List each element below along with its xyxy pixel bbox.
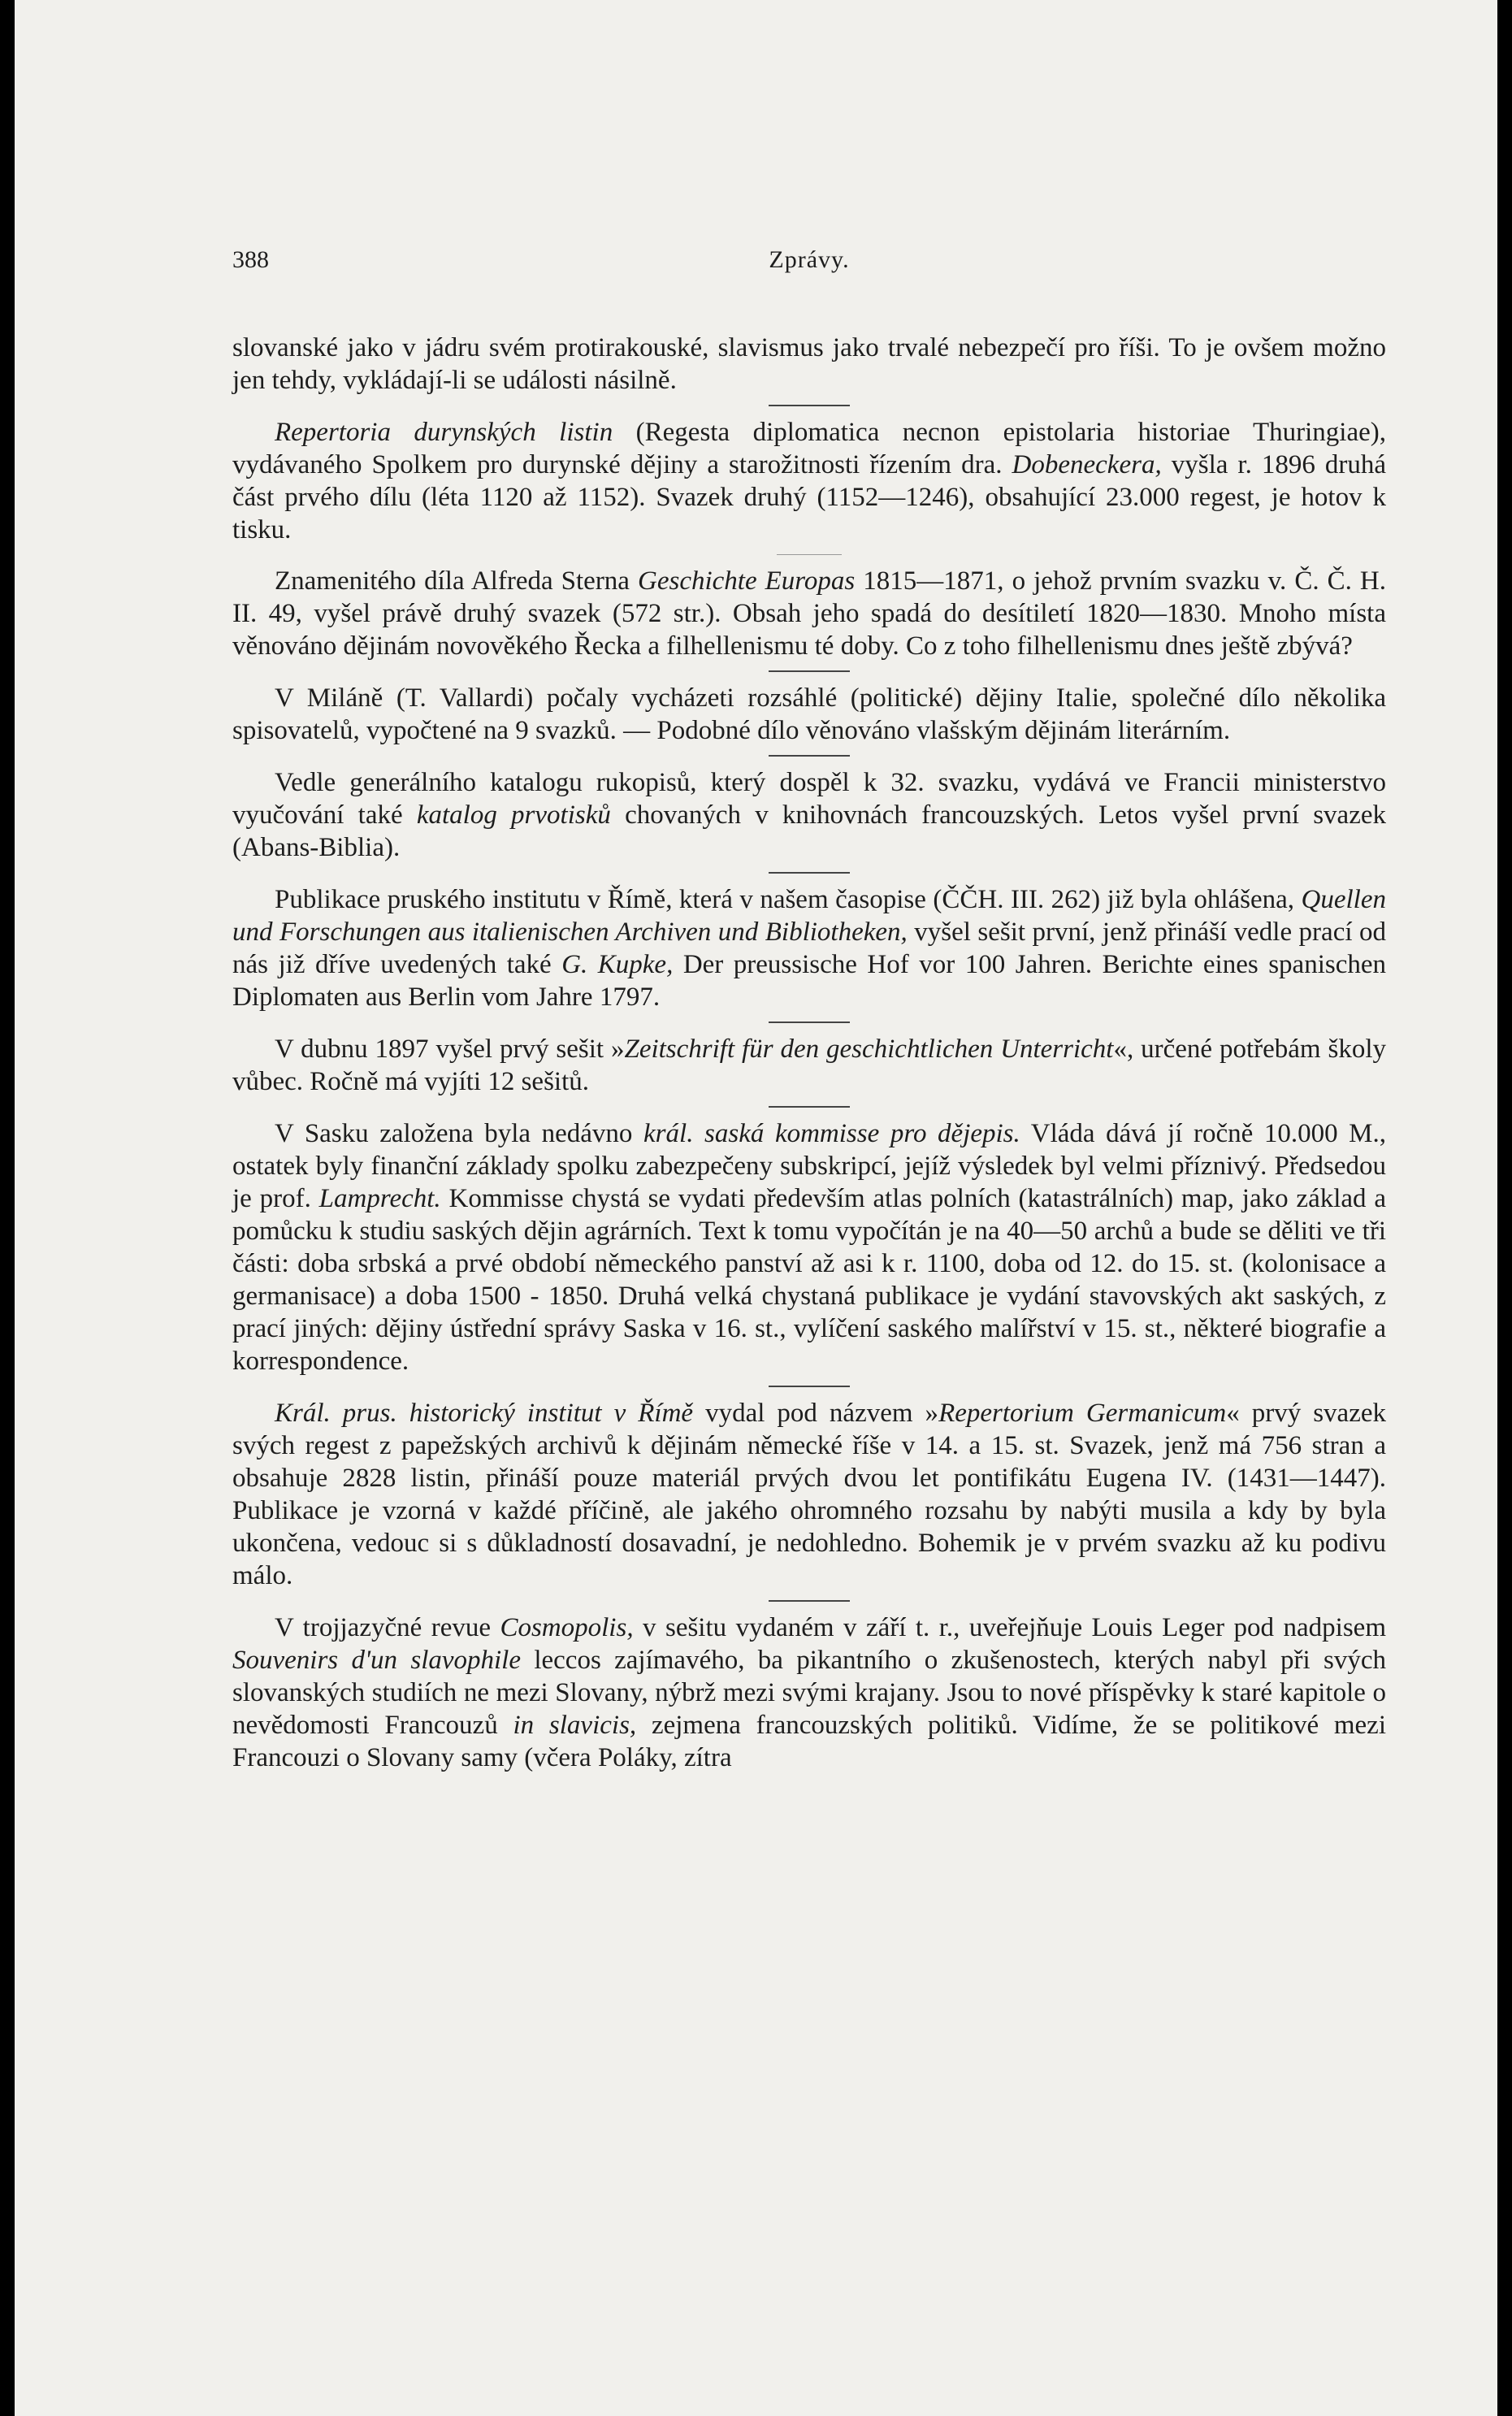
separator-rule xyxy=(769,1600,850,1602)
separator-rule xyxy=(769,872,850,874)
paragraph-slavismus: slovanské jako v jádru svém protirakouské, slavismus jako trvalé nebezpečí pro říši. To je ovšem možno jen tehdy, vykládají-li se události násilně. xyxy=(232,333,1386,395)
running-title: Zprávy. xyxy=(769,246,850,273)
paragraph-francie: Vedle generálního katalogu rukopisů, který dospěl k 32. svazku, vydává ve Francii ministerstvo vyučování také katalog prvotisků chovaných v knihovnách francouzských. Letos vyšel první svazek (Abans-Biblia). xyxy=(232,768,1386,862)
paragraph-repertorium-germanicum: Král. prus. historický institut v Římě vydal pod názvem »Repertorium Germanicum« prvý svazek svých regest z papežských archivů k dějinám německé říše v 14. a 15. st. Svazek, jenž má 756 stran a obsahuje 2828 listin, přináší pouze materiál prvých dvou let pontifikátu Eugena IV. (1431—1447). Publikace je vzorná v každé příčině, ale jakého ohromného rozsahu by nabýti musila a kdy by byla ukončena, vedouc si s důkladností dosavadní, je nedohledno. Bohemik je v prvém svazku až ku podivu málo. xyxy=(232,1399,1386,1590)
separator-rule xyxy=(769,1106,850,1108)
paragraph-milan: V Miláně (T. Vallardi) počaly vycházeti rozsáhlé (politické) dějiny Italie, společné dílo několika spisovatelů, vypočtené na 9 svazků. — Podobné dílo věnováno vlašským dějinám literárním. xyxy=(232,683,1386,745)
running-head xyxy=(232,244,1386,283)
separator-rule xyxy=(769,670,850,672)
separator-rule xyxy=(769,1021,850,1023)
separator-rule xyxy=(777,554,842,555)
separator-rule xyxy=(769,1386,850,1387)
separator-rule xyxy=(769,405,850,406)
paragraph-pruska-publikace: Publikace pruského institutu v Římě, která v našem časopise (ČČH. III. 262) již byla ohlášena, Quellen und Forschungen aus italienischen Archiven und Bibliotheken, vyšel sešit první, jenž přináší vedle prací od nás již dříve uvedených také G. Kupke, Der preussische Hof vor 100 Jahren. Berichte eines spanischen Diplomaten aus Berlin vom Jahre 1797. xyxy=(232,885,1386,1012)
separator-rule xyxy=(769,755,850,757)
paragraph-stern: Znamenitého díla Alfreda Sterna Geschichte Europas 1815—1871, o jehož prvním svazku v. Č. Č. H. II. 49, vyšel právě druhý svazek (572 str.). Obsah jeho spadá do desítiletí 1820—1830. Mnoho místa věnováno dějinám novověkého Řecka a filhellenismu té doby. Co z toho filhellenismu dnes ještě zbývá? xyxy=(232,566,1386,661)
page-number: 388 xyxy=(232,246,269,273)
paragraph-repertoria: Repertoria durynských listin (Regesta diplomatica necnon epistolaria historiae Thuringiae), vydávaného Spolkem pro durynské dějiny a starožitnosti řízením dra. Dobeneckera, vyšla r. 1896 druhá část prvého dílu (léta 1120 až 1152). Svazek druhý (1152—1246), obsahující 23.000 regest, je hotov k tisku. xyxy=(232,418,1386,544)
paragraph-zeitschrift: V dubnu 1897 vyšel prvý sešit »Zeitschrift für den geschichtlichen Unterricht«, určené potřebám školy vůbec. Ročně má vyjíti 12 sešitů. xyxy=(232,1034,1386,1096)
page-content xyxy=(232,244,1386,1774)
paragraph-cosmopolis: V trojjazyčné revue Cosmopolis, v sešitu vydaném v září t. r., uveřejňuje Louis Leger pod nadpisem Souvenirs d'un slavophile leccos zajímavého, ba pikantního o zkušenostech, kterých nabyl při svých slovanských studiích ne mezi Slovany, nýbrž mezi svými krajany. Jsou to nové příspěvky k staré kapitole o nevědomosti Francouzů in slavicis, zejmena francouzských politiků. Vidíme, že se politikové mezi Francouzi o Slovany samy (včera Poláky, zítra xyxy=(232,1613,1387,1772)
paragraph-sasko: V Sasku založena byla nedávno král. saská kommisse pro dějepis. Vláda dává jí ročně 10.000 M., ostatek byly finanční základy spolku zabezpečeny subskripcí, jejíž výsledek byl velmi příznivý. Předsedou je prof. Lamprecht. Kommisse chystá se vydati především atlas polních (katastrálních) map, jako základ a pomůcku k studiu saských dějin agrárních. Text k tomu vypočítán je na 40—50 archů a bude se děliti ve tři části: doba srbská a prvé období německého panství až asi k r. 1100, doba od 12. do 15. st. (kolonisace a germanisace) a doba 1500 - 1850. Druhá velká chystaná publikace je vydání stavovských akt saských, z prací jiných: dějiny ústřední správy Saska v 16. st., vylíčení saského malířství v 15. st., některé biografie a korrespondence. xyxy=(232,1119,1387,1376)
scanned-page xyxy=(15,0,1497,2416)
